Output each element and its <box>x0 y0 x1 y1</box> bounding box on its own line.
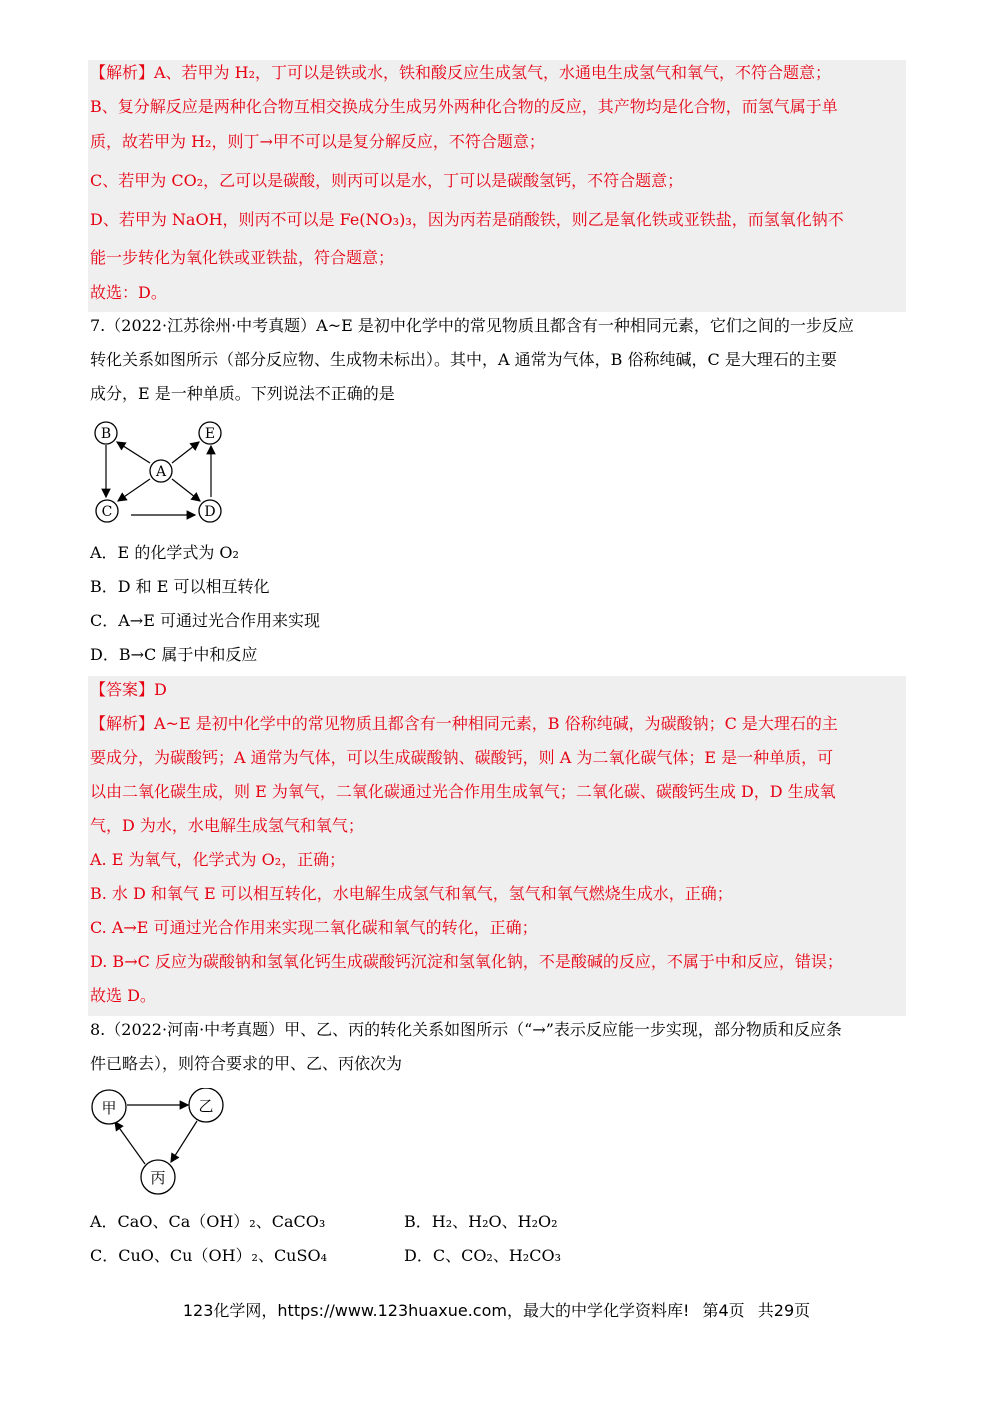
q6-analysis-line-2: B、复分解反应是两种化合物互相交换成分生成另外两种化合物的反应，其产物均是化合物，而氢气属于单 <box>90 97 838 116</box>
node-yi: 乙 <box>198 1097 214 1115</box>
q6-analysis-line-3: 质，故若甲为 H₂，则丁→甲不可以是复分解反应，不符合题意； <box>90 132 545 151</box>
node-jia: 甲 <box>101 1099 117 1117</box>
q7-option-b: B．D 和 E 可以相互转化 <box>90 577 270 596</box>
q8-option-c: C．CuO、Cu（OH）₂、CuSO₄ <box>90 1246 327 1265</box>
q7-option-c: C．A→E 可通过光合作用来实现 <box>90 611 320 630</box>
q6-analysis-line-5: D、若甲为 NaOH，则丙不可以是 Fe(NO₃)₃，因为丙若是硝酸铁，则乙是氧化铁或亚铁盐，而氢氧化钠不 <box>90 210 844 229</box>
q8-option-d: D．C、CO₂、H₂CO₃ <box>404 1246 561 1265</box>
q7-analysis-line-6: B. 水 D 和氧气 E 可以相互转化，水电解生成氢气和氧气，氢气和氧气燃烧生成水，正确； <box>90 884 733 903</box>
q8-stem-line-1: 8.（2022·河南·中考真题）甲、乙、丙的转化关系如图所示（“→”表示反应能一步实现，部分物质和反应条 <box>90 1020 842 1039</box>
node-e: E <box>204 426 216 442</box>
q7-reaction-diagram <box>88 418 248 533</box>
q7-analysis-line-4: 气，D 为水，水电解生成氢气和氧气； <box>90 816 364 835</box>
q6-analysis-line-6: 能一步转化为氧化铁或亚铁盐，符合题意； <box>90 248 395 267</box>
q7-analysis-line-9: 故选 D。 <box>90 986 156 1005</box>
q6-analysis-line-7: 故选：D。 <box>90 283 167 302</box>
footer-site: 123化学网，https://www.123huaxue.com，最大的中学化学资料库! <box>182 1301 690 1320</box>
node-bing: 丙 <box>150 1169 166 1187</box>
node-c: C <box>101 504 113 520</box>
q8-conversion-diagram <box>88 1088 238 1198</box>
q7-stem-line-1: 7.（2022·江苏徐州·中考真题）A~E 是初中化学中的常见物质且都含有一种相同元素，它们之间的一步反应 <box>90 316 854 335</box>
q6-analysis-line-1: 【解析】A、若甲为 H₂，丁可以是铁或水，铁和酸反应生成氢气，水通电生成氢气和氧气，不符合题意； <box>90 63 832 82</box>
q7-analysis-line-3: 以由二氧化碳生成，则 E 为氧气，二氧化碳通过光合作用生成氧气；二氧化碳、碳酸钙生成 D，D 生成氧 <box>90 782 836 801</box>
node-a: A <box>155 464 167 480</box>
q7-answer: 【答案】D <box>90 680 167 699</box>
q7-analysis-line-8: D. B→C 反应为碳酸钠和氢氧化钙生成碳酸钙沉淀和氢氧化钠，不是酸碱的反应，不属于中和反应，错误； <box>90 952 843 971</box>
q7-option-a: A．E 的化学式为 O₂ <box>90 543 239 562</box>
q7-option-d: D．B→C 属于中和反应 <box>90 645 258 664</box>
page-footer <box>0 1298 993 1321</box>
q8-option-b: B．H₂、H₂O、H₂O₂ <box>404 1212 558 1231</box>
q7-analysis-line-7: C. A→E 可通过光合作用来实现二氧化碳和氧气的转化，正确； <box>90 918 538 937</box>
q7-analysis-line-1: 【解析】A~E 是初中化学中的常见物质且都含有一种相同元素，B 俗称纯碱，为碳酸钠；C 是大理石的主 <box>90 714 838 733</box>
footer-page-number: 第4页 <box>702 1301 745 1320</box>
q6-analysis-line-4: C、若甲为 CO₂，乙可以是碳酸，则丙可以是水，丁可以是碳酸氢钙，不符合题意； <box>90 171 684 190</box>
node-b: B <box>100 426 112 442</box>
q8-stem-line-2: 件已略去），则符合要求的甲、乙、丙依次为 <box>90 1054 403 1073</box>
q7-analysis-line-5: A. E 为氧气，化学式为 O₂，正确； <box>90 850 346 869</box>
q7-stem-line-2: 转化关系如图所示（部分反应物、生成物未标出）。其中，A 通常为气体，B 俗称纯碱，C 是大理石的主要 <box>90 350 837 369</box>
footer-total-pages: 共29页 <box>757 1301 811 1320</box>
q7-analysis-line-2: 要成分，为碳酸钙；A 通常为气体，可以生成碳酸钠、碳酸钙，则 A 为二氧化碳气体；E 是一种单质，可 <box>90 748 834 767</box>
q7-stem-line-3: 成分，E 是一种单质。下列说法不正确的是 <box>90 384 395 403</box>
node-d: D <box>204 504 216 520</box>
q8-option-a: A．CaO、Ca（OH）₂、CaCO₃ <box>90 1212 326 1231</box>
